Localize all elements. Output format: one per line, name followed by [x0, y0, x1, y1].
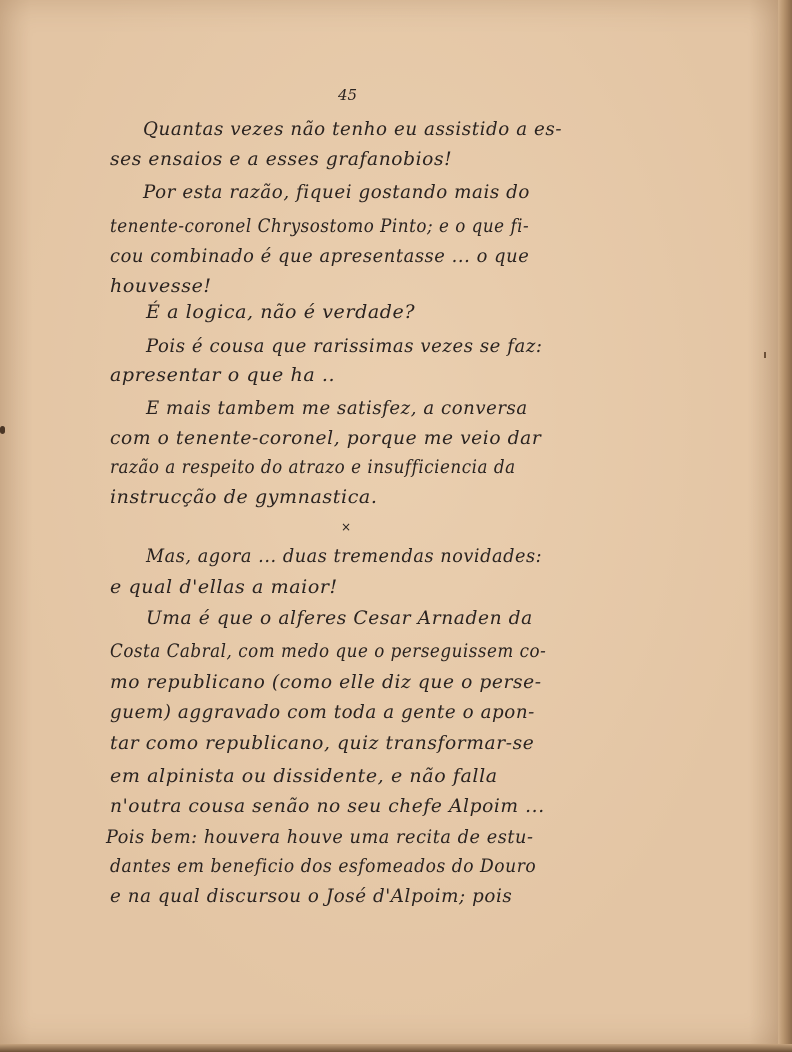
text-line-18: mo republicano (como elle diz que o perse- — [110, 671, 542, 693]
section-separator: × — [341, 520, 352, 534]
page-number: 45 — [338, 86, 358, 104]
page-bottom-edge — [0, 1044, 792, 1052]
text-line-13: instrucção de gymnastica. — [110, 486, 378, 508]
text-line-23: Pois bem: houvera houve uma recita de estu- — [106, 826, 534, 848]
text-line-1: Quantas vezes não tenho eu assistido a es- — [143, 118, 563, 140]
text-line-16: Uma é que o alferes Cesar Arnaden da — [146, 607, 533, 629]
text-line-21: em alpinista ou dissidente, e não falla — [110, 765, 498, 787]
text-line-12: razão a respeito do atrazo e insufficiencia da — [110, 456, 516, 478]
text-line-3: Por esta razão, fiquei gostando mais do — [143, 181, 530, 203]
text-line-15: e qual d'ellas a maior! — [110, 576, 338, 598]
text-line-9: apresentar o que ha .. — [110, 364, 336, 386]
text-line-5: cou combinado é que apresentasse ... o que — [110, 245, 530, 267]
text-line-25: e na qual discursou o José d'Alpoim; pois — [110, 885, 513, 907]
text-line-4: tenente-coronel Chrysostomo Pinto; e o que fi- — [110, 215, 530, 237]
text-line-7: É a logica, não é verdade? — [146, 301, 416, 323]
text-line-19: guem) aggravado com toda a gente o apon- — [110, 701, 535, 723]
text-line-8: Pois é cousa que rarissimas vezes se faz: — [146, 335, 543, 357]
text-line-6: houvesse! — [110, 275, 212, 297]
text-line-22: n'outra cousa senão no seu chefe Alpoim ... — [110, 795, 545, 817]
text-line-14: Mas, agora ... duas tremendas novidades: — [146, 545, 543, 567]
binding-hole-mark — [0, 426, 5, 434]
margin-speck — [764, 352, 766, 358]
page-stack-edge — [778, 0, 792, 1052]
text-line-17: Costa Cabral, com medo que o perseguissem co- — [110, 640, 547, 662]
text-line-20: tar como republicano, quiz transformar-se — [110, 732, 535, 754]
text-line-2: ses ensaios e a esses grafanobios! — [110, 148, 453, 170]
text-line-24: dantes em beneficio dos esfomeados do Douro — [110, 855, 537, 877]
text-line-11: com o tenente-coronel, porque me veio dar — [110, 427, 542, 449]
text-line-10: E mais tambem me satisfez, a conversa — [146, 397, 528, 419]
